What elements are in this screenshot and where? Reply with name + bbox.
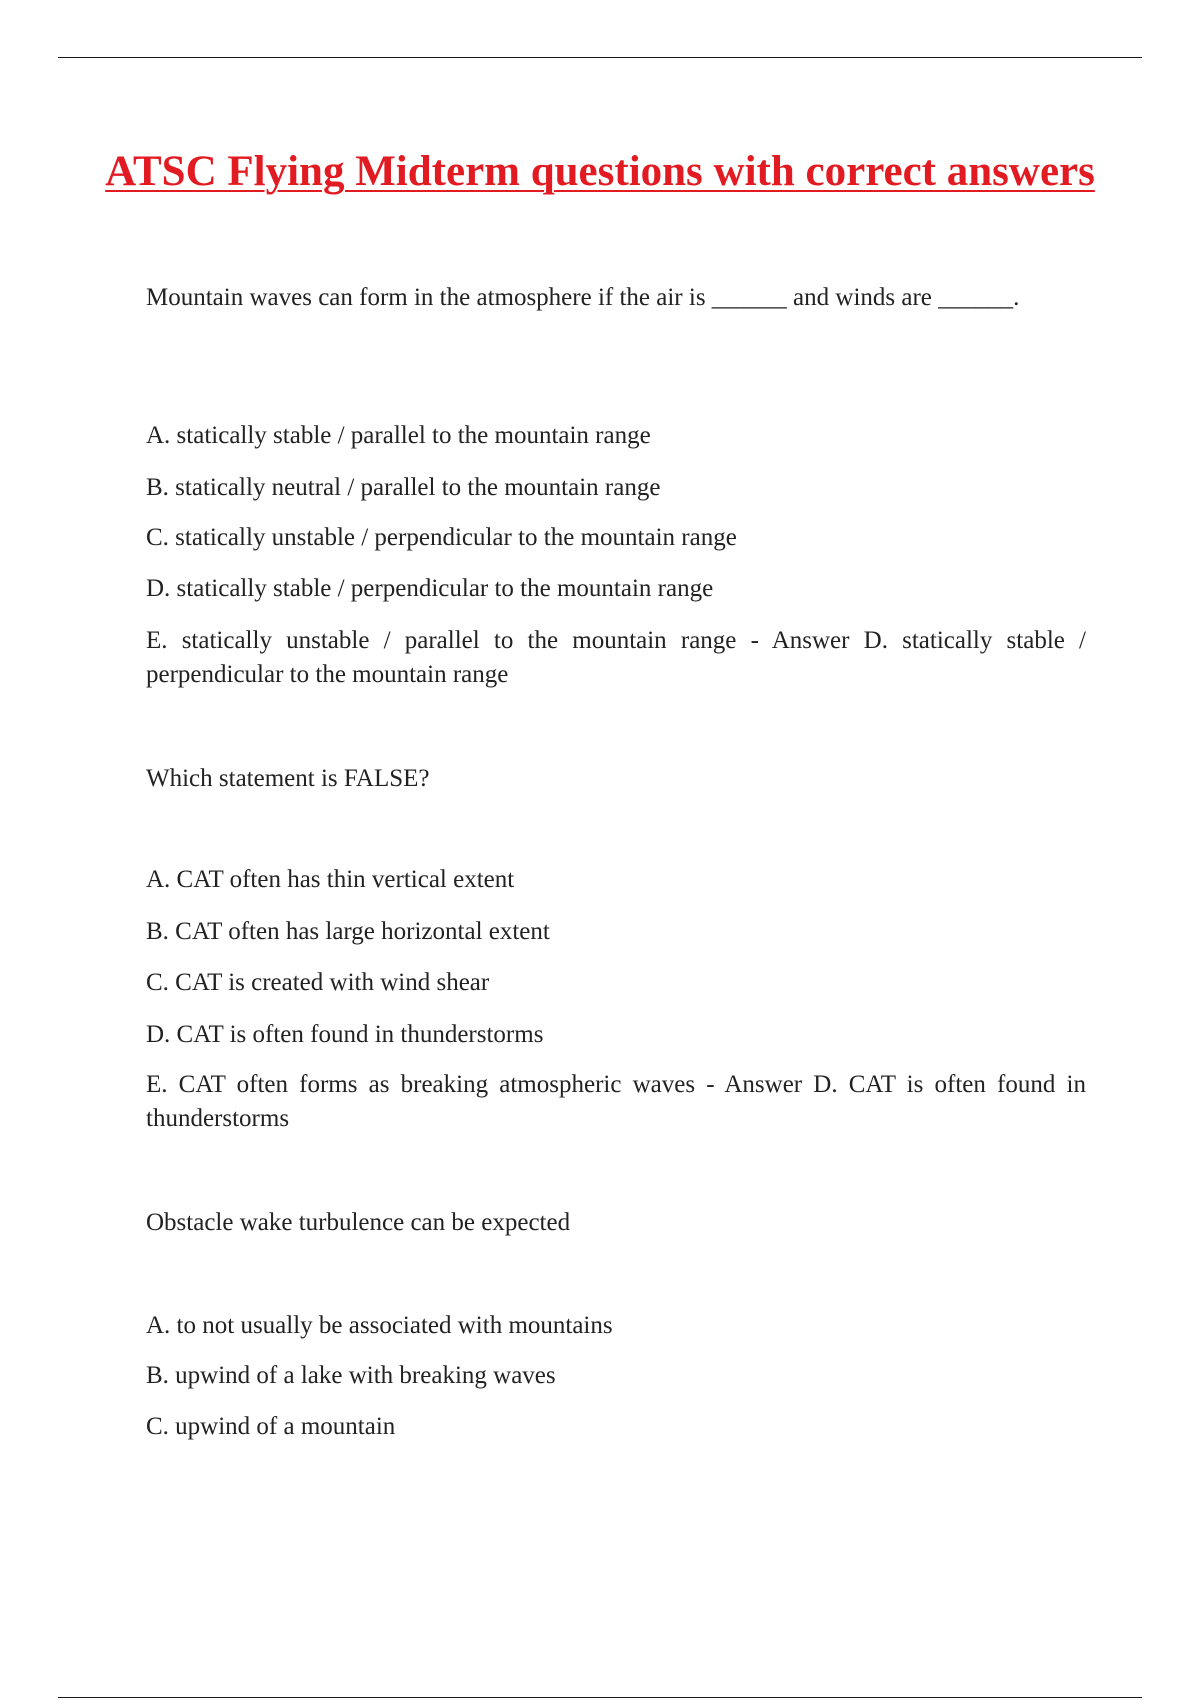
question-3-option-a: A. to not usually be associated with mountains xyxy=(146,1312,613,1339)
question-1-option-c: C. statically unstable / perpendicular to the mountain range xyxy=(146,524,737,551)
question-2-stem: Which statement is FALSE? xyxy=(146,765,430,792)
question-2-option-e-answer: E. CAT often forms as breaking atmospheric waves - Answer D. CAT is often found in thunderstorms xyxy=(146,1071,1086,1132)
question-1-option-d: D. statically stable / perpendicular to the mountain range xyxy=(146,575,714,602)
footer-rule xyxy=(58,1697,1142,1698)
header-rule xyxy=(58,57,1142,58)
question-2-option-a: A. CAT often has thin vertical extent xyxy=(146,866,515,893)
question-2-option-c: C. CAT is created with wind shear xyxy=(146,969,490,996)
question-3-option-b: B. upwind of a lake with breaking waves xyxy=(146,1362,556,1389)
question-1-stem: Mountain waves can form in the atmosphere if the air is ______ and winds are ______. xyxy=(146,284,1020,311)
question-1-option-b: B. statically neutral / parallel to the mountain range xyxy=(146,474,661,501)
question-3-option-c: C. upwind of a mountain xyxy=(146,1413,396,1440)
question-2-option-d: D. CAT is often found in thunderstorms xyxy=(146,1021,544,1048)
question-1-option-e-answer: E. statically unstable / parallel to the mountain range - Answer D. statically stable / perpendicular to the mountain range xyxy=(146,627,1086,688)
document-title: ATSC Flying Midterm questions with correct answers xyxy=(105,148,1095,195)
question-2-option-b: B. CAT often has large horizontal extent xyxy=(146,918,550,945)
question-3-stem: Obstacle wake turbulence can be expected xyxy=(146,1209,571,1236)
question-1-option-a: A. statically stable / parallel to the mountain range xyxy=(146,422,651,449)
